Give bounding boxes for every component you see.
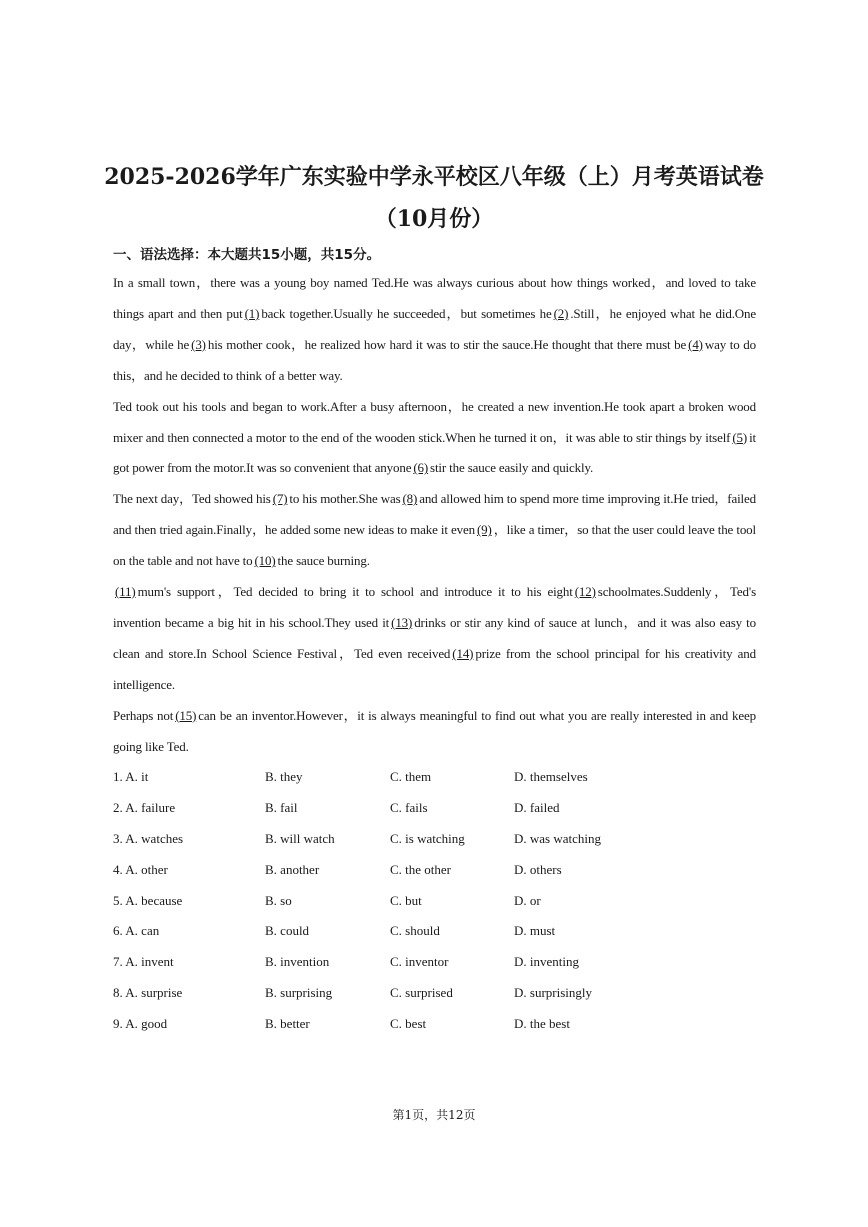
- blank-number: (6): [413, 460, 429, 476]
- passage-paragraph: [113, 577, 756, 701]
- blank-number: (2): [553, 305, 569, 321]
- option-a: 1. A. it: [113, 769, 149, 784]
- question-options-row: [113, 978, 756, 1009]
- option-b: B. another: [265, 861, 320, 877]
- option-c: C. is watching: [390, 830, 465, 846]
- passage-text: Perhaps not: [113, 707, 174, 723]
- passage-text: schoolmates.Suddenly，Ted's invention became a big hit in his school.They used it: [113, 584, 756, 630]
- question-options-row: [113, 824, 756, 855]
- option-c: C. should: [390, 923, 440, 939]
- option-d: D. must: [514, 923, 556, 939]
- passage-text: and allowed him to spend more time improving it.He tried，failed and then tried again.Finally，he added some new ideas to make it even: [113, 491, 756, 538]
- blank-number: (3): [191, 336, 206, 352]
- option-b: B. invention: [265, 954, 330, 970]
- blank-number: (1): [244, 305, 260, 321]
- blank-number: (5): [732, 429, 748, 445]
- passage-text: drinks or stir any kind of sauce at lunch，and it was also easy to clean and store.In School Science Festival，Ted even received: [113, 614, 756, 661]
- passage-text: to his mother.She was: [289, 491, 401, 507]
- option-c: C. inventor: [390, 954, 449, 970]
- exam-title: 2025-2026学年广东实验中学永平校区八年级（上）月考英语试卷（10月份）: [104, 164, 764, 232]
- answer-options: [113, 762, 756, 1040]
- option-a: 4. A. other: [113, 861, 168, 877]
- passage-text: can be an inventor.However，it is always meaningful to find out what you are really interested in and keep going like Ted.: [113, 707, 756, 754]
- passage-paragraph: [113, 392, 756, 485]
- option-b: B. better: [265, 1016, 310, 1032]
- page-footer: 第1页，共12页: [392, 1108, 476, 1122]
- option-c: C. fails: [390, 799, 428, 815]
- option-a: 9. A. good: [113, 1016, 168, 1032]
- option-b: B. fail: [265, 799, 298, 815]
- passage-text: way to do this，and he decided to think of a better way.: [113, 336, 756, 383]
- question-options-row: [113, 947, 756, 978]
- option-b: B. so: [265, 892, 292, 908]
- passage-text: ，like a timer，so that the user could leave the tool on the table and not have to: [113, 522, 756, 569]
- question-options-row: [113, 886, 756, 917]
- passage-text: .Still，he enjoyed what he did.One day，while he: [113, 305, 757, 352]
- option-d: D. inventing: [514, 954, 579, 970]
- option-d: D. was watching: [514, 830, 602, 846]
- passage-text: his mother cook，he realized how hard it was to stir the sauce.He thought that there must be: [207, 336, 687, 352]
- section-header: 一、语法选择：本大题共15小题，共15分。: [113, 247, 381, 263]
- blank-number: (12): [574, 584, 596, 600]
- option-b: B. they: [265, 769, 303, 784]
- option-c: C. them: [390, 769, 432, 784]
- passage-text: mum's support，Ted decided to bring it to school and introduce it to his eight: [137, 584, 573, 600]
- option-a: 6. A. can: [113, 923, 160, 939]
- option-c: C. surprised: [390, 985, 453, 1001]
- blank-number: (10): [254, 553, 276, 569]
- option-a: 8. A. surprise: [113, 985, 183, 1001]
- blank-number: (4): [688, 336, 703, 352]
- option-d: D. failed: [514, 799, 560, 815]
- option-a: 5. A. because: [113, 892, 183, 908]
- option-d: D. themselves: [514, 769, 588, 784]
- option-c: C. the other: [390, 861, 452, 877]
- option-b: B. will watch: [265, 830, 335, 846]
- option-d: D. or: [514, 892, 541, 908]
- question-options-row: [113, 762, 756, 793]
- option-b: B. surprising: [265, 985, 333, 1001]
- blank-number: (14): [452, 645, 474, 661]
- option-c: C. but: [390, 892, 422, 908]
- blank-number: (11): [115, 584, 136, 600]
- option-d: D. the best: [514, 1016, 570, 1032]
- question-options-row: [113, 855, 756, 886]
- passage-text: The next day，Ted showed his: [113, 491, 271, 507]
- blank-number: (9): [476, 522, 492, 538]
- blank-number: (7): [272, 491, 288, 507]
- passage-text: the sauce burning.: [277, 553, 370, 569]
- blank-number: (8): [402, 491, 418, 507]
- question-options-row: [113, 1009, 756, 1040]
- reading-passage: [113, 268, 756, 763]
- blank-number: (13): [391, 614, 413, 630]
- passage-text: back together.Usually he succeeded，but sometimes he: [261, 305, 552, 321]
- option-d: D. surprisingly: [514, 985, 592, 1001]
- passage-paragraph: [113, 484, 756, 577]
- passage-paragraph: [113, 268, 756, 392]
- option-a: 3. A. watches: [113, 830, 184, 846]
- passage-text: it got power from the motor.It was so convenient that anyone: [113, 429, 756, 476]
- option-b: B. could: [265, 923, 310, 939]
- passage-text: In a small town，there was a young boy named Ted.He was always curious about how things worked，and loved to take things apart and then put: [113, 275, 756, 321]
- blank-number: (15): [175, 707, 197, 723]
- question-options-row: [113, 793, 756, 824]
- passage-text: stir the sauce easily and quickly.: [430, 460, 594, 476]
- option-a: 2. A. failure: [113, 799, 176, 815]
- option-a: 7. A. invent: [113, 954, 174, 970]
- option-c: C. best: [390, 1016, 427, 1032]
- question-options-row: [113, 916, 756, 947]
- option-d: D. others: [514, 861, 562, 877]
- passage-text: prize from the school principal for his creativity and intelligence.: [113, 645, 756, 692]
- passage-paragraph: [113, 701, 756, 763]
- passage-text: Ted took out his tools and began to work.After a busy afternoon，he created a new invention.He took apart a broken wood mixer and then connected a motor to the end of the wooden stick.When he turned it on，it was able to stir things by itself: [113, 398, 756, 445]
